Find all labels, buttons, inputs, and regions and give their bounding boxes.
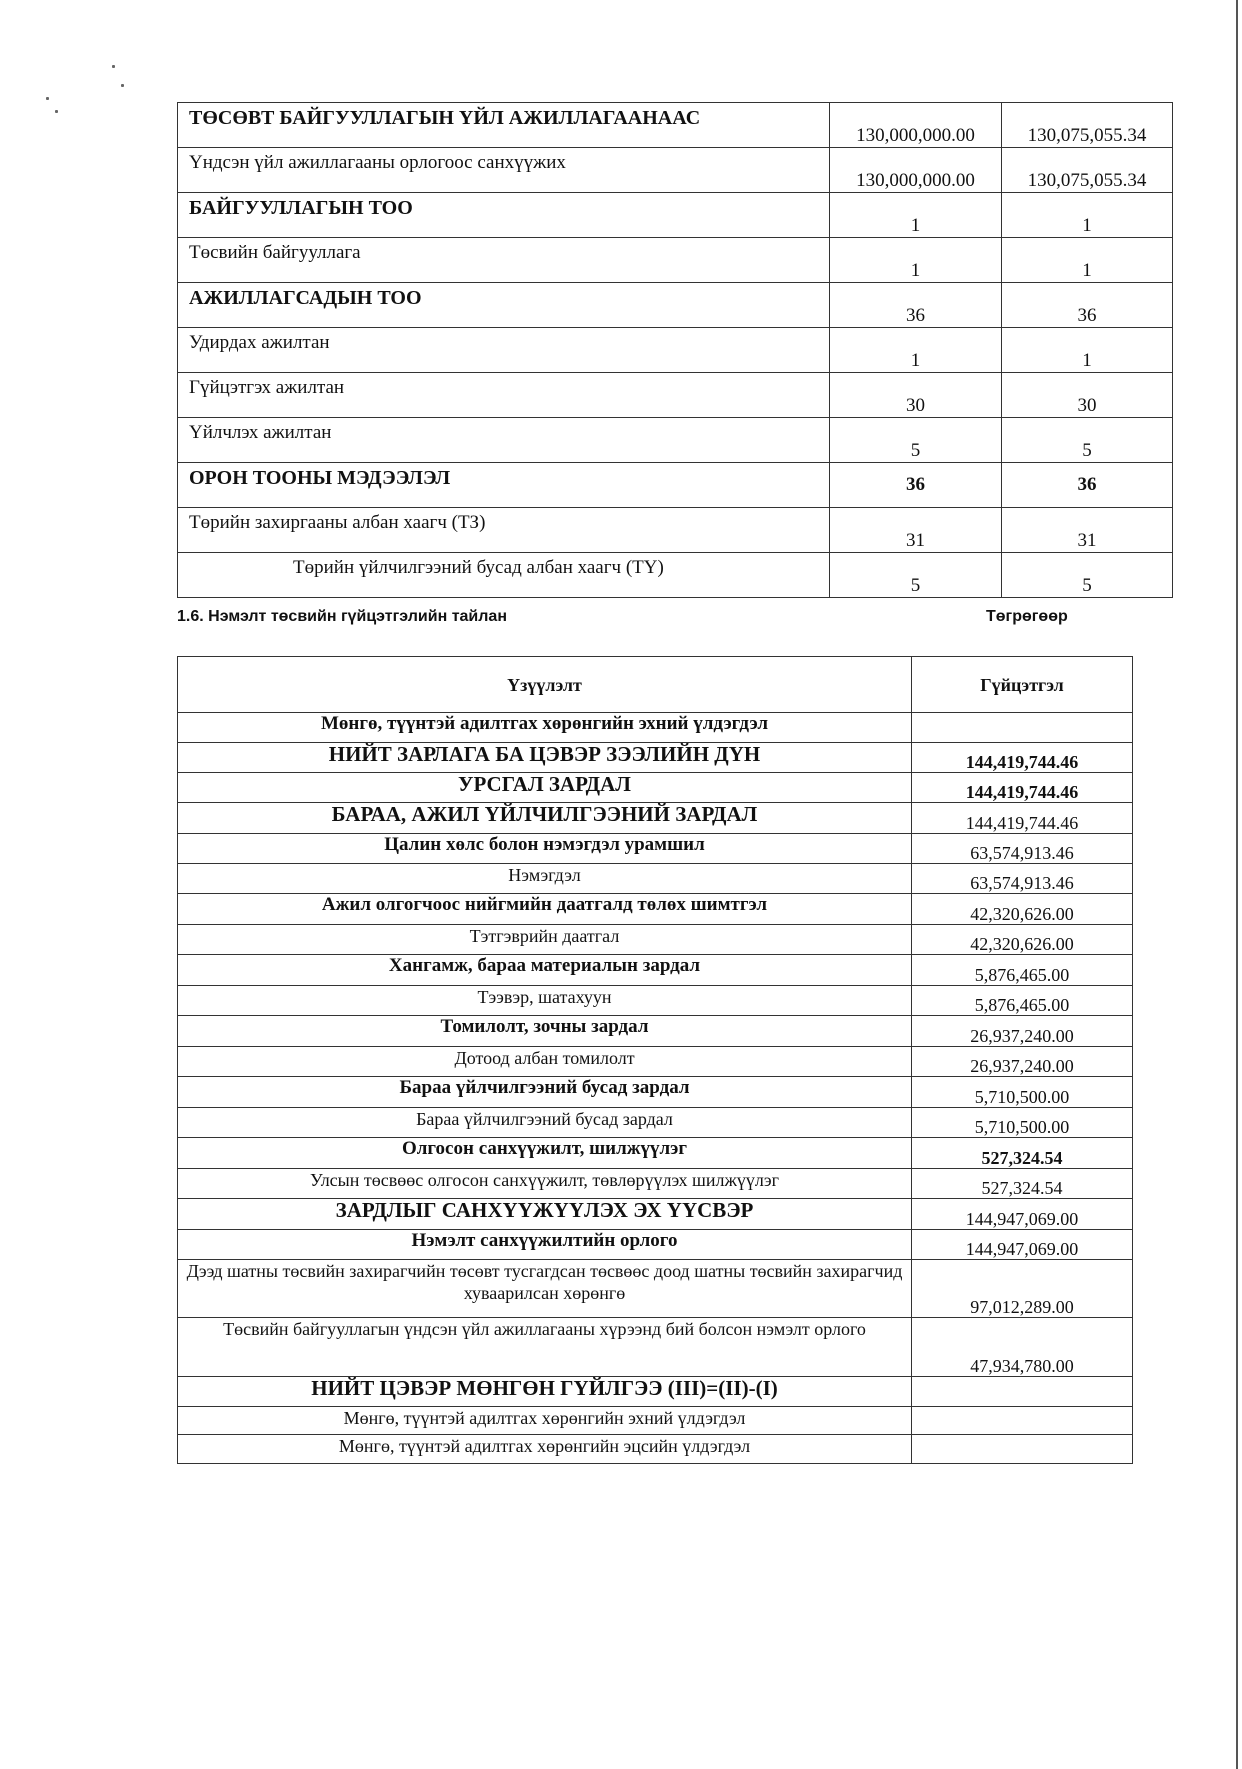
item-name: Бараа үйлчилгээний бусад зардал xyxy=(178,1077,912,1108)
scan-speck xyxy=(121,84,124,87)
row-label: ТӨСӨВТ БАЙГУУЛЛАГЫН ҮЙЛ АЖИЛЛАГААНААС xyxy=(178,103,830,148)
table-row xyxy=(178,1377,1133,1407)
row-label: ОРОН ТООНЫ МЭДЭЭЛЭЛ xyxy=(178,463,830,508)
item-value: 527,324.54 xyxy=(912,1169,1133,1199)
plan-value: 30 xyxy=(830,373,1002,418)
scan-speck xyxy=(46,97,49,100)
table-row xyxy=(178,986,1133,1016)
item-value: 144,419,744.46 xyxy=(912,773,1133,803)
item-name: Мөнгө, түүнтэй адилтгах хөрөнгийн эцсийн үлдэгдэл xyxy=(178,1435,912,1464)
table-row xyxy=(178,373,1173,418)
table-row xyxy=(178,328,1173,373)
table-row xyxy=(178,1435,1133,1464)
indicator-header: Үзүүлэлт xyxy=(178,657,912,713)
plan-value: 130,000,000.00 xyxy=(830,148,1002,193)
item-name: Хангамж, бараа материалын зардал xyxy=(178,955,912,986)
actual-value: 1 xyxy=(1002,328,1173,373)
item-name: Дотоод албан томилолт xyxy=(178,1047,912,1077)
row-label: Удирдах ажилтан xyxy=(178,328,830,373)
row-label: БАЙГУУЛЛАГЫН ТОО xyxy=(178,193,830,238)
item-value: 97,012,289.00 xyxy=(912,1260,1133,1318)
table-row xyxy=(178,1138,1133,1169)
item-value: 26,937,240.00 xyxy=(912,1047,1133,1077)
item-value: 144,947,069.00 xyxy=(912,1199,1133,1230)
plan-value: 1 xyxy=(830,328,1002,373)
table-row xyxy=(178,864,1133,894)
plan-value: 5 xyxy=(830,553,1002,598)
table-row xyxy=(178,1407,1133,1435)
table-row xyxy=(178,283,1173,328)
actual-value: 36 xyxy=(1002,463,1173,508)
item-value: 42,320,626.00 xyxy=(912,925,1133,955)
item-name: Нэмэлт санхүүжилтийн орлого xyxy=(178,1230,912,1260)
table-row xyxy=(178,508,1173,553)
actual-value: 1 xyxy=(1002,193,1173,238)
table-row xyxy=(178,1047,1133,1077)
actual-value: 30 xyxy=(1002,373,1173,418)
row-label: Төрийн захиргааны албан хаагч (ТЗ) xyxy=(178,508,830,553)
item-value: 5,710,500.00 xyxy=(912,1108,1133,1138)
performance-header: Гүйцэтгэл xyxy=(912,657,1133,713)
item-name: Олгосон санхүүжилт, шилжүүлэг xyxy=(178,1138,912,1169)
actual-value: 130,075,055.34 xyxy=(1002,148,1173,193)
table-row xyxy=(178,1318,1133,1377)
table-row xyxy=(178,743,1133,773)
item-name: Тээвэр, шатахуун xyxy=(178,986,912,1016)
item-value xyxy=(912,713,1133,743)
table-row xyxy=(178,1108,1133,1138)
plan-value: 130,000,000.00 xyxy=(830,103,1002,148)
row-label: Үндсэн үйл ажиллагааны орлогоос санхүүжих xyxy=(178,148,830,193)
staffing-table xyxy=(177,102,1173,598)
item-value: 47,934,780.00 xyxy=(912,1318,1133,1377)
item-name: БАРАА, АЖИЛ ҮЙЛЧИЛГЭЭНИЙ ЗАРДАЛ xyxy=(178,803,912,834)
table-row xyxy=(178,103,1173,148)
item-name: ЗАРДЛЫГ САНХҮҮЖҮҮЛЭХ ЭХ ҮҮСВЭР xyxy=(178,1199,912,1230)
plan-value: 1 xyxy=(830,238,1002,283)
item-name: Улсын төсвөөс олгосон санхүүжилт, төвлөрүүлэх шилжүүлэг xyxy=(178,1169,912,1199)
item-name: Бараа үйлчилгээний бусад зардал xyxy=(178,1108,912,1138)
table-row xyxy=(178,925,1133,955)
item-value: 26,937,240.00 xyxy=(912,1016,1133,1047)
item-name: Дээд шатны төсвийн захирагчийн төсөвт тусгагдсан төсвөөс доод шатны төсвийн захирагчид хуваарилсан хөрөнгө xyxy=(178,1260,912,1318)
table-row xyxy=(178,803,1133,834)
table-row xyxy=(178,418,1173,463)
actual-value: 5 xyxy=(1002,553,1173,598)
item-value: 5,876,465.00 xyxy=(912,955,1133,986)
table-row xyxy=(178,1260,1133,1318)
row-label: Үйлчлэх ажилтан xyxy=(178,418,830,463)
plan-value: 31 xyxy=(830,508,1002,553)
currency-note: Төгрөгөөр xyxy=(986,608,1068,625)
table-row xyxy=(178,713,1133,743)
plan-value: 36 xyxy=(830,283,1002,328)
item-value: 63,574,913.46 xyxy=(912,834,1133,864)
additional-budget-table xyxy=(177,656,1133,1464)
actual-value: 1 xyxy=(1002,238,1173,283)
scan-speck xyxy=(112,65,115,68)
table-row xyxy=(178,773,1133,803)
section-title: 1.6. Нэмэлт төсвийн гүйцэтгэлийн тайлан xyxy=(177,608,507,625)
table-row xyxy=(178,1230,1133,1260)
item-name: УРСГАЛ ЗАРДАЛ xyxy=(178,773,912,803)
item-name: НИЙТ ЗАРЛАГА БА ЦЭВЭР ЗЭЭЛИЙН ДҮН xyxy=(178,743,912,773)
item-value xyxy=(912,1407,1133,1435)
table-row xyxy=(178,834,1133,864)
item-name: Мөнгө, түүнтэй адилтгах хөрөнгийн эхний үлдэгдэл xyxy=(178,1407,912,1435)
page-edge xyxy=(1236,0,1238,1769)
table-row xyxy=(178,955,1133,986)
item-value: 42,320,626.00 xyxy=(912,894,1133,925)
item-value: 5,710,500.00 xyxy=(912,1077,1133,1108)
item-value: 144,947,069.00 xyxy=(912,1230,1133,1260)
item-name: НИЙТ ЦЭВЭР МӨНГӨН ГҮЙЛГЭЭ (III)=(II)-(I) xyxy=(178,1377,912,1407)
item-name: Төсвийн байгууллагын үндсэн үйл ажиллагааны хүрээнд бий болсон нэмэлт орлого xyxy=(178,1318,912,1377)
item-name: Ажил олгогчоос нийгмийн даатгалд төлөх шимтгэл xyxy=(178,894,912,925)
plan-value: 36 xyxy=(830,463,1002,508)
actual-value: 5 xyxy=(1002,418,1173,463)
actual-value: 36 xyxy=(1002,283,1173,328)
item-value: 63,574,913.46 xyxy=(912,864,1133,894)
row-label: Гүйцэтгэх ажилтан xyxy=(178,373,830,418)
item-value: 144,419,744.46 xyxy=(912,803,1133,834)
row-label: Төрийн үйлчилгээний бусад албан хаагч (ТҮ) xyxy=(178,553,830,598)
item-name: Цалин хөлс болон нэмэгдэл урамшил xyxy=(178,834,912,864)
plan-value: 1 xyxy=(830,193,1002,238)
item-value: 527,324.54 xyxy=(912,1138,1133,1169)
table-row xyxy=(178,193,1173,238)
table-row xyxy=(178,553,1173,598)
item-value: 5,876,465.00 xyxy=(912,986,1133,1016)
actual-value: 130,075,055.34 xyxy=(1002,103,1173,148)
item-name: Томилолт, зочны зардал xyxy=(178,1016,912,1047)
row-label: АЖИЛЛАГСАДЫН ТОО xyxy=(178,283,830,328)
table-row xyxy=(178,1077,1133,1108)
item-value xyxy=(912,1435,1133,1464)
table-row xyxy=(178,238,1173,283)
table-row xyxy=(178,1016,1133,1047)
item-value xyxy=(912,1377,1133,1407)
table-row xyxy=(178,148,1173,193)
table-row xyxy=(178,1169,1133,1199)
table-header-row xyxy=(178,657,1133,713)
actual-value: 31 xyxy=(1002,508,1173,553)
scan-speck xyxy=(55,110,58,113)
table-row xyxy=(178,463,1173,508)
table-row xyxy=(178,1199,1133,1230)
plan-value: 5 xyxy=(830,418,1002,463)
item-name: Мөнгө, түүнтэй адилтгах хөрөнгийн эхний үлдэгдэл xyxy=(178,713,912,743)
item-name: Нэмэгдэл xyxy=(178,864,912,894)
item-name: Тэтгэврийн даатгал xyxy=(178,925,912,955)
item-value: 144,419,744.46 xyxy=(912,743,1133,773)
row-label: Төсвийн байгууллага xyxy=(178,238,830,283)
table-row xyxy=(178,894,1133,925)
